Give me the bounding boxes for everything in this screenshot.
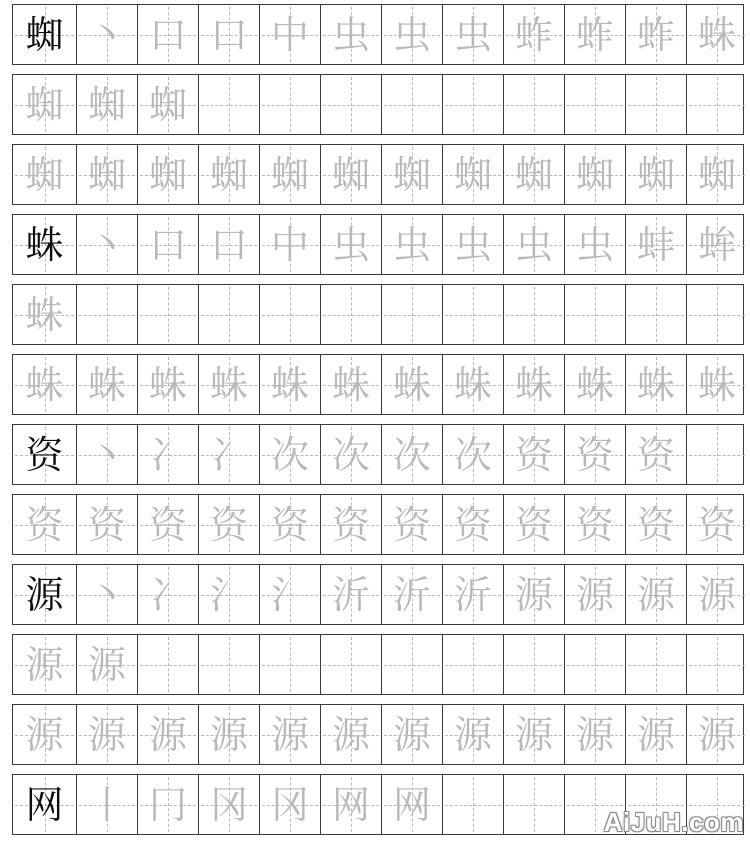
grid-cell [320,775,381,834]
trace-character: 资 [575,432,614,477]
practice-row [12,564,744,625]
trace-character: 资 [636,432,675,477]
trace-character: 沂 [392,572,431,617]
grid-cell [442,565,503,624]
grid-cell [198,215,259,274]
trace-character [443,635,503,694]
trace-character: 资 [392,502,431,547]
grid-cell [381,5,442,64]
grid-cell [198,775,259,834]
trace-character: 源 [514,712,553,757]
grid-cell [442,75,503,134]
grid-cell [137,705,198,764]
trace-character: 丶 [87,222,126,267]
trace-character: 资 [514,432,553,477]
model-character: 蛛 [25,222,64,267]
trace-character: 网 [331,782,370,827]
grid-cell [137,495,198,554]
grid-cell [13,565,76,624]
trace-character: 蛛 [697,12,736,57]
grid-cell [76,705,137,764]
grid-cell [503,215,564,274]
grid-cell [259,425,320,484]
trace-character: 源 [392,712,431,757]
grid-cell [503,145,564,204]
grid-cell [13,705,76,764]
trace-character: 资 [453,502,492,547]
trace-character: 蜘 [453,152,492,197]
practice-row [12,144,744,205]
trace-character [77,285,137,344]
grid-cell [13,355,76,414]
grid-cell [381,215,442,274]
trace-character [443,775,503,834]
trace-character: 蜘 [331,152,370,197]
grid-cell [442,5,503,64]
trace-character [687,425,747,484]
grid-cell [564,495,625,554]
trace-character: 源 [575,712,614,757]
grid-cell [381,75,442,134]
trace-character: 中 [270,12,309,57]
trace-character: 蜘 [636,152,675,197]
grid-cell [13,635,76,694]
grid-cell [198,495,259,554]
grid-cell [381,425,442,484]
trace-character [199,635,259,694]
trace-character: 沂 [331,572,370,617]
grid-cell [625,565,686,624]
practice-row [12,4,744,65]
trace-character: 资 [87,502,126,547]
grid-cell [320,145,381,204]
trace-character: 蛛 [697,362,736,407]
trace-character: 蛛 [453,362,492,407]
grid-cell [137,635,198,694]
grid-cell [320,215,381,274]
grid-cell [625,495,686,554]
grid-cell [381,565,442,624]
grid-cell [13,75,76,134]
trace-character: 冈 [209,782,248,827]
grid-cell [198,75,259,134]
trace-character: 蛛 [87,362,126,407]
trace-character: 源 [331,712,370,757]
grid-cell [503,355,564,414]
grid-cell [198,635,259,694]
grid-cell [76,635,137,694]
grid-cell [381,635,442,694]
grid-cell [503,285,564,344]
trace-character: 虫 [514,222,553,267]
grid-cell [198,145,259,204]
grid-cell [320,425,381,484]
trace-character: 蛛 [636,362,675,407]
grid-cell [13,5,76,64]
grid-cell [625,215,686,274]
grid-cell [13,215,76,274]
grid-cell [686,355,747,414]
trace-character [321,75,381,134]
grid-cell [13,495,76,554]
grid-cell [137,425,198,484]
trace-character: 中 [270,222,309,267]
grid-cell [442,215,503,274]
grid-cell [686,5,747,64]
trace-character: 口 [148,222,187,267]
trace-character: 蜘 [392,152,431,197]
model-character: 源 [25,712,64,757]
grid-cell [137,775,198,834]
grid-cell [381,775,442,834]
grid-cell [259,285,320,344]
grid-cell [76,355,137,414]
grid-cell [259,5,320,64]
trace-character: 源 [636,712,675,757]
grid-cell [625,285,686,344]
grid-cell [320,635,381,694]
model-character: 蛛 [25,292,64,337]
grid-cell [686,565,747,624]
trace-character: 蜘 [148,82,187,127]
grid-cell [259,145,320,204]
practice-row [12,634,744,695]
trace-character: 资 [514,502,553,547]
grid-cell [259,775,320,834]
grid-cell [259,565,320,624]
grid-cell [198,5,259,64]
trace-character: 口 [209,12,248,57]
trace-character: 蜘 [87,82,126,127]
grid-cell [76,565,137,624]
trace-character [443,75,503,134]
grid-cell [137,355,198,414]
model-character: 蛛 [25,362,64,407]
grid-cell [198,285,259,344]
grid-cell [320,705,381,764]
trace-character: 虫 [453,222,492,267]
grid-cell [503,565,564,624]
trace-character [443,285,503,344]
trace-character: 蜘 [697,152,736,197]
trace-character: 虫 [392,12,431,57]
trace-character: 冫 [209,432,248,477]
trace-character [687,635,747,694]
grid-cell [503,425,564,484]
trace-character: 口 [148,12,187,57]
model-character: 资 [25,432,64,477]
grid-cell [442,285,503,344]
grid-cell [564,425,625,484]
trace-character: 次 [453,432,492,477]
trace-character [382,635,442,694]
trace-character [626,285,686,344]
trace-character [504,75,564,134]
trace-character [565,285,625,344]
trace-character: 虫 [392,222,431,267]
grid-cell [259,705,320,764]
grid-cell [503,75,564,134]
grid-cell [686,705,747,764]
trace-character: 蛛 [209,362,248,407]
grid-cell [564,565,625,624]
trace-character: 冫 [148,432,187,477]
grid-cell [320,75,381,134]
grid-cell [320,565,381,624]
trace-character: 蛛 [331,362,370,407]
grid-cell [198,705,259,764]
grid-cell [76,495,137,554]
trace-character: 氵 [270,572,309,617]
trace-character: 冈 [270,782,309,827]
grid-cell [198,355,259,414]
trace-character: 资 [575,502,614,547]
grid-cell [259,215,320,274]
grid-cell [259,355,320,414]
model-character: 资 [25,502,64,547]
trace-character: 氵 [209,572,248,617]
grid-cell [13,425,76,484]
grid-cell [442,495,503,554]
trace-character [504,285,564,344]
grid-cell [686,495,747,554]
trace-character: 源 [514,572,553,617]
trace-character [260,635,320,694]
trace-character: 虫 [331,12,370,57]
grid-cell [625,5,686,64]
grid-cell [137,75,198,134]
trace-character: 蜘 [87,152,126,197]
grid-cell [503,495,564,554]
grid-cell [686,285,747,344]
practice-row [12,284,744,345]
grid-cell [13,775,76,834]
trace-character: 沂 [453,572,492,617]
grid-cell [76,145,137,204]
trace-character: 冫 [148,572,187,617]
practice-row [12,354,744,415]
grid-cell [13,285,76,344]
trace-character: 蜘 [148,152,187,197]
grid-cell [564,215,625,274]
grid-cell [259,75,320,134]
grid-cell [137,5,198,64]
watermark: AiJuH.com [603,807,744,837]
grid-cell [564,75,625,134]
grid-cell [625,705,686,764]
grid-cell [76,775,137,834]
grid-cell [320,355,381,414]
trace-character: 蜘 [514,152,553,197]
trace-character: 口 [209,222,248,267]
trace-character [626,635,686,694]
trace-character: 资 [270,502,309,547]
trace-character [687,75,747,134]
trace-character: 蚌 [636,222,675,267]
grid-cell [198,565,259,624]
trace-character: 资 [209,502,248,547]
trace-character: 蛛 [392,362,431,407]
model-character: 源 [25,572,64,617]
model-character: 蜘 [25,82,64,127]
trace-character [138,285,198,344]
grid-cell [320,5,381,64]
model-character: 源 [25,642,64,687]
trace-character: 蛛 [575,362,614,407]
trace-character: 丶 [87,432,126,477]
practice-row [12,704,744,765]
grid-cell [564,5,625,64]
trace-character: 虫 [331,222,370,267]
grid-cell [76,425,137,484]
grid-cell [442,705,503,764]
practice-row [12,74,744,135]
trace-character: 源 [697,712,736,757]
grid-cell [686,635,747,694]
grid-cell [686,145,747,204]
trace-character: 蜘 [575,152,614,197]
grid-cell [381,285,442,344]
trace-character: 蛛 [148,362,187,407]
grid-cell [259,495,320,554]
trace-character: 网 [392,782,431,827]
trace-character: 次 [270,432,309,477]
model-character: 网 [25,782,64,827]
trace-character: 源 [209,712,248,757]
grid-cell [198,425,259,484]
grid-cell [625,145,686,204]
grid-cell [625,355,686,414]
grid-cell [625,425,686,484]
practice-row [12,494,744,555]
grid-cell [137,285,198,344]
trace-character [626,75,686,134]
trace-character: 蛑 [697,222,736,267]
model-character: 蜘 [25,12,64,57]
trace-character [504,775,564,834]
trace-character [382,75,442,134]
trace-character [321,635,381,694]
grid-cell [442,775,503,834]
practice-row [12,424,744,485]
trace-character: 蛛 [514,362,553,407]
trace-character: 蚱 [636,12,675,57]
grid-cell [76,285,137,344]
trace-character: 源 [148,712,187,757]
trace-character: 资 [697,502,736,547]
model-character: 蜘 [25,152,64,197]
trace-character: 资 [148,502,187,547]
trace-character: 蚱 [575,12,614,57]
grid-cell [76,215,137,274]
grid-cell [381,145,442,204]
grid-cell [381,355,442,414]
trace-character [687,285,747,344]
grid-cell [76,75,137,134]
trace-character: 源 [270,712,309,757]
grid-cell [381,495,442,554]
trace-character: 源 [87,712,126,757]
trace-character: 源 [636,572,675,617]
grid-cell [137,565,198,624]
trace-character [565,635,625,694]
trace-character: 冂 [148,782,187,827]
grid-cell [137,215,198,274]
trace-character [321,285,381,344]
grid-cell [686,75,747,134]
trace-character: 丨 [87,782,126,827]
grid-cell [503,775,564,834]
grid-cell [442,635,503,694]
trace-character: 次 [331,432,370,477]
trace-character: 蜘 [270,152,309,197]
trace-character [138,635,198,694]
trace-character: 蛛 [270,362,309,407]
grid-cell [686,425,747,484]
trace-character: 源 [697,572,736,617]
grid-cell [76,5,137,64]
trace-character [199,285,259,344]
grid-cell [259,635,320,694]
trace-character: 资 [331,502,370,547]
trace-character [504,635,564,694]
trace-character: 虫 [575,222,614,267]
trace-character: 次 [392,432,431,477]
practice-row [12,214,744,275]
grid-cell [381,705,442,764]
trace-character [260,75,320,134]
trace-character [199,75,259,134]
grid-cell [320,285,381,344]
trace-character [382,285,442,344]
trace-character: 丶 [87,12,126,57]
grid-cell [320,495,381,554]
grid-cell [137,145,198,204]
trace-character: 丶 [87,572,126,617]
trace-character: 源 [575,572,614,617]
grid-cell [13,145,76,204]
grid-cell [625,635,686,694]
grid-cell [564,285,625,344]
trace-character: 蚱 [514,12,553,57]
grid-cell [564,635,625,694]
trace-character: 源 [87,642,126,687]
trace-character [260,285,320,344]
grid-cell [503,635,564,694]
trace-character: 蜘 [209,152,248,197]
grid-cell [564,705,625,764]
grid-cell [442,355,503,414]
grid-cell [686,215,747,274]
grid-cell [503,705,564,764]
grid-cell [442,425,503,484]
trace-character: 源 [453,712,492,757]
grid-cell [442,145,503,204]
grid-cell [564,145,625,204]
trace-character [565,75,625,134]
trace-character: 资 [636,502,675,547]
grid-cell [564,355,625,414]
grid-cell [625,75,686,134]
trace-character: 虫 [453,12,492,57]
grid-cell [503,5,564,64]
